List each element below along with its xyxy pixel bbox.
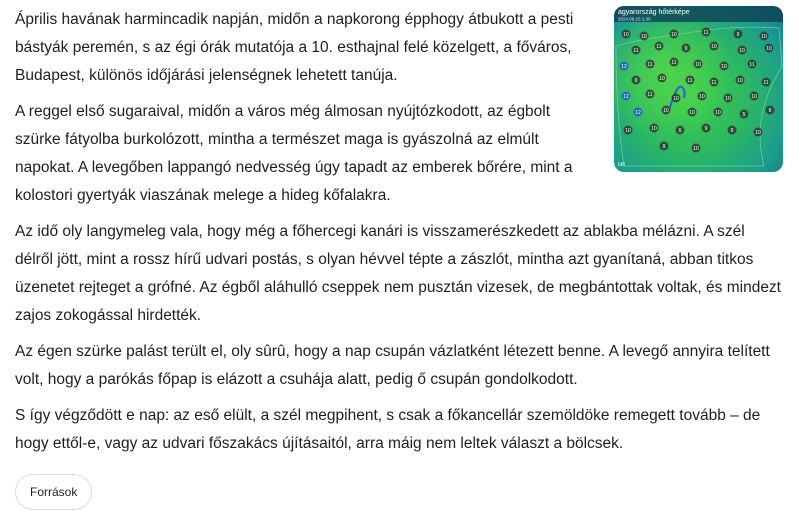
temperature-label: 6	[678, 128, 682, 134]
temperature-label: 10	[711, 44, 717, 50]
temperature-label: 10	[751, 94, 757, 100]
temperature-label: 9	[736, 32, 740, 38]
paragraph-1: Április havának harmincadik napján, midőn a napkorong épphogy átbukott a pesti bástyák peremén, s az égi órák mutatója a 10. esthajnal felé közelgett, a főváros, Budapest, különös időjárási jelenségnek lehetett tanúja.	[15, 11, 574, 84]
heatmap-svg	[614, 6, 783, 172]
temperature-label: 12	[621, 64, 627, 70]
temperature-label: 5	[742, 112, 746, 118]
temperature-label: 11	[647, 62, 653, 68]
temperature-label: 9	[684, 46, 688, 52]
temperature-label: 10	[739, 48, 745, 54]
temperature-label: 10	[623, 32, 629, 38]
sources-button[interactable]: Források	[15, 474, 92, 510]
temperature-label: 11	[763, 80, 769, 86]
temperature-label: 10	[651, 126, 657, 132]
temperature-label: 11	[703, 30, 709, 36]
temperature-label: 10	[761, 34, 767, 40]
temperature-label: 10	[699, 94, 705, 100]
temperature-label: 10	[671, 32, 677, 38]
temperature-label: 10	[693, 146, 699, 152]
temperature-label: 9	[634, 78, 638, 84]
map-timestamp: 2024.09.15 1:30	[618, 16, 651, 22]
weather-heatmap-image[interactable]	[614, 6, 783, 172]
temperature-label: 9	[662, 144, 666, 150]
temperature-label: 6	[768, 108, 772, 114]
temperature-label: 12	[635, 110, 641, 116]
map-credit: Idő	[618, 162, 625, 168]
temperature-label: 10	[755, 130, 761, 136]
temperature-label: 11	[656, 44, 662, 50]
temperature-label: 10	[689, 110, 695, 116]
paragraph-5: S így végződött e nap: az eső elült, a szél megpihent, s csak a főkancellár szemöldöke remegett tovább – de hogy ettől-e, vagy az udvari főszakács újításaitól, arra máig nem leltek választ a bölcsek.	[15, 407, 761, 452]
temperature-label: 10	[766, 46, 772, 52]
paragraph-2: A reggel első sugaraival, midőn a város még álmosan nyújtózkodott, az égbolt szürke fátyolba burkolózott, mintha a természet maga is gyászolná az elmúlt napokat. A levegőben lappangó nedvesség úgy tapadt az emberek bőrére, mint a kolostori gyertyák viaszának melege a hideg kőfalakra.	[15, 103, 573, 204]
map-title: agyarország hőtérképe	[618, 9, 690, 16]
paragraph-4: Az égen szürke palást terült el, oly sûrû, hogy a nap csupán vázlatként létezett benne. A levegő annyira telített volt, hogy a parókás főpap is elázott a csuhája alatt, pedig ő csupán gondolkodott.	[15, 343, 770, 388]
temperature-label: 10	[715, 110, 721, 116]
temperature-label: 9	[704, 126, 708, 132]
temperature-label: 10	[695, 62, 701, 68]
temperature-label: 12	[623, 94, 629, 100]
temperature-label: 10	[663, 108, 669, 114]
temperature-label: 11	[749, 62, 755, 68]
temperature-label: 11	[711, 80, 717, 86]
temperature-label: 10	[725, 96, 731, 102]
temperature-label: 9	[730, 128, 734, 134]
temperature-label: 11	[671, 60, 677, 66]
temperature-label: 11	[687, 78, 693, 84]
temperature-label: 10	[673, 96, 679, 102]
temperature-label: 11	[647, 92, 653, 98]
temperature-label: 10	[641, 34, 647, 40]
temperature-label: 10	[659, 76, 665, 82]
temperature-label: 10	[625, 128, 631, 134]
paragraph-3: Az idő oly langymeleg vala, hogy még a főhercegi kanári is visszamerészkedett az ablakba mélázni. A szél délről jött, mint a rossz hírű udvari postás, s olyan hévvel tépte a zászlót, mintha azt gyanítaná, abban titkos üzenetet rejteget a grófné. Az égből aláhulló cseppek nem pusztán vizesek, de megbántottak voltak, és mindezt zajos zokogással hirdették.	[15, 223, 781, 324]
temperature-label: 10	[721, 64, 727, 70]
temperature-label: 10	[737, 78, 743, 84]
temperature-label: 11	[633, 48, 639, 54]
